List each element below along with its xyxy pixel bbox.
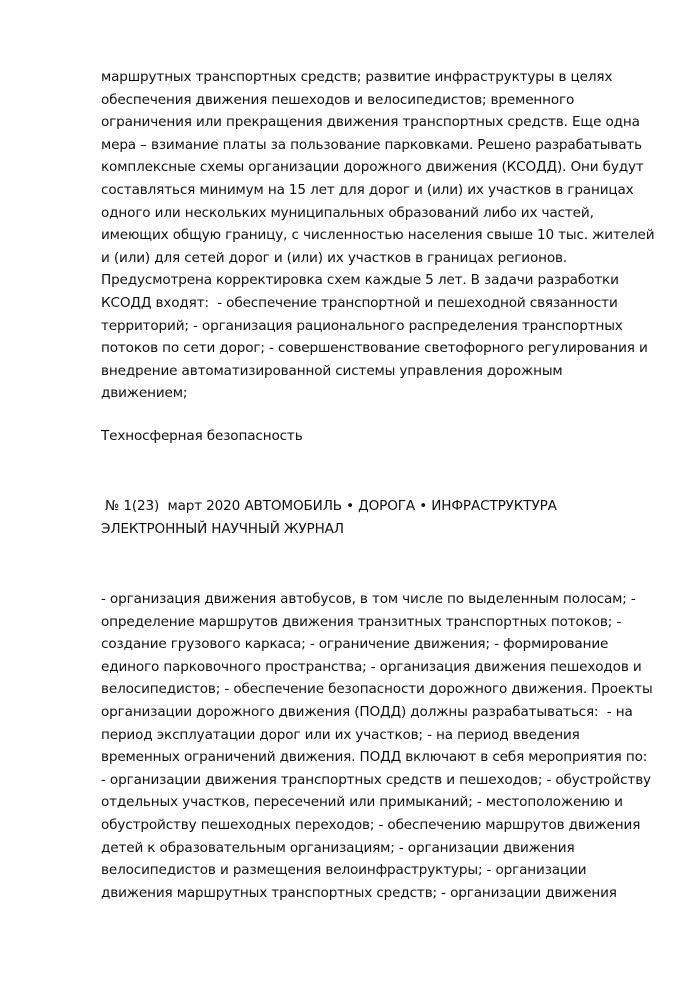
text-line: Предусмотрена корректировка схем каждые 5 лет. В задачи разработки	[101, 272, 619, 289]
text-line: единого парковочного пространства; - организация движения пешеходов и	[101, 658, 642, 675]
text-line: организации дорожного движения (ПОДД) должны разрабатываться: - на	[101, 703, 633, 720]
text-line: - организация движения автобусов, в том числе по выделенным полосам; -	[101, 591, 636, 607]
text-line: маршрутных транспортных средств; развитие инфраструктуры в целях	[101, 69, 613, 85]
text-line: одного или нескольких муниципальных образований либо их частей,	[101, 204, 594, 221]
text-line: детей к образовательным организациям; - организации движения	[101, 839, 575, 856]
text-line: обеспечения движения пешеходов и велосипедистов; временного	[101, 91, 575, 108]
journal-issue-line: № 1(23) март 2020 АВТОМОБИЛЬ • ДОРОГА • ИНФРАСТРУКТУРА	[101, 498, 557, 514]
text-line: внедрение автоматизированной системы управления дорожным	[101, 362, 563, 379]
text-line: велосипедистов и размещения велоинфраструктуры; - организации	[101, 862, 587, 879]
text-line: движением;	[101, 385, 188, 402]
text-line: велосипедистов; - обеспечение безопасности дорожного движения. Проекты	[101, 681, 653, 698]
section-label	[101, 425, 661, 448]
section-label-text: Техносферная безопасность	[101, 428, 303, 444]
text-line: - организации движения транспортных средств и пешеходов; - обустройству	[101, 771, 651, 788]
text-line: движения маршрутных транспортных средств; - организации движения	[101, 884, 617, 901]
text-line: и (или) для сетей дорог и (или) их участков в границах регионов.	[101, 249, 568, 266]
text-line: создание грузового каркаса; - ограничение движения; - формирование	[101, 636, 609, 653]
text-line: отдельных участков, пересечений или примыканий; - местоположению и	[101, 794, 623, 811]
text-line: определение маршрутов движения транзитных транспортных потоков; -	[101, 613, 622, 630]
text-line: ограничения или прекращения движения транспортных средств. Еще одна	[101, 114, 640, 131]
body-paragraph-1	[101, 66, 661, 405]
text-line: составляться минимум на 15 лет для дорог и (или) их участков в границах	[101, 181, 634, 198]
text-line: мера – взимание платы за пользование парковками. Решено разрабатывать	[101, 136, 643, 153]
text-line: территорий; - организация рационального распределения транспортных	[101, 317, 623, 334]
text-line: КСОДД входят: - обеспечение транспортной и пешеходной связанности	[101, 294, 618, 311]
text-line: временных ограничений движения. ПОДД включают в себя мероприятия по:	[101, 749, 648, 766]
text-line: период эксплуатации дорог или их участков; - на период введения	[101, 726, 580, 743]
journal-header	[101, 495, 661, 540]
body-paragraph-2	[101, 588, 661, 904]
text-line: комплексные схемы организации дорожного движения (КСОДД). Они будут	[101, 159, 644, 176]
text-line: имеющих общую границу, с численностью населения свыше 10 тыс. жителей	[101, 227, 655, 244]
text-line: обустройству пешеходных переходов; - обеспечению маршрутов движения	[101, 816, 641, 833]
text-line: потоков по сети дорог; - совершенствование светофорного регулирования и	[101, 340, 648, 357]
journal-subtitle-line: ЭЛЕКТРОННЫЙ НАУЧНЫЙ ЖУРНАЛ	[101, 520, 344, 537]
